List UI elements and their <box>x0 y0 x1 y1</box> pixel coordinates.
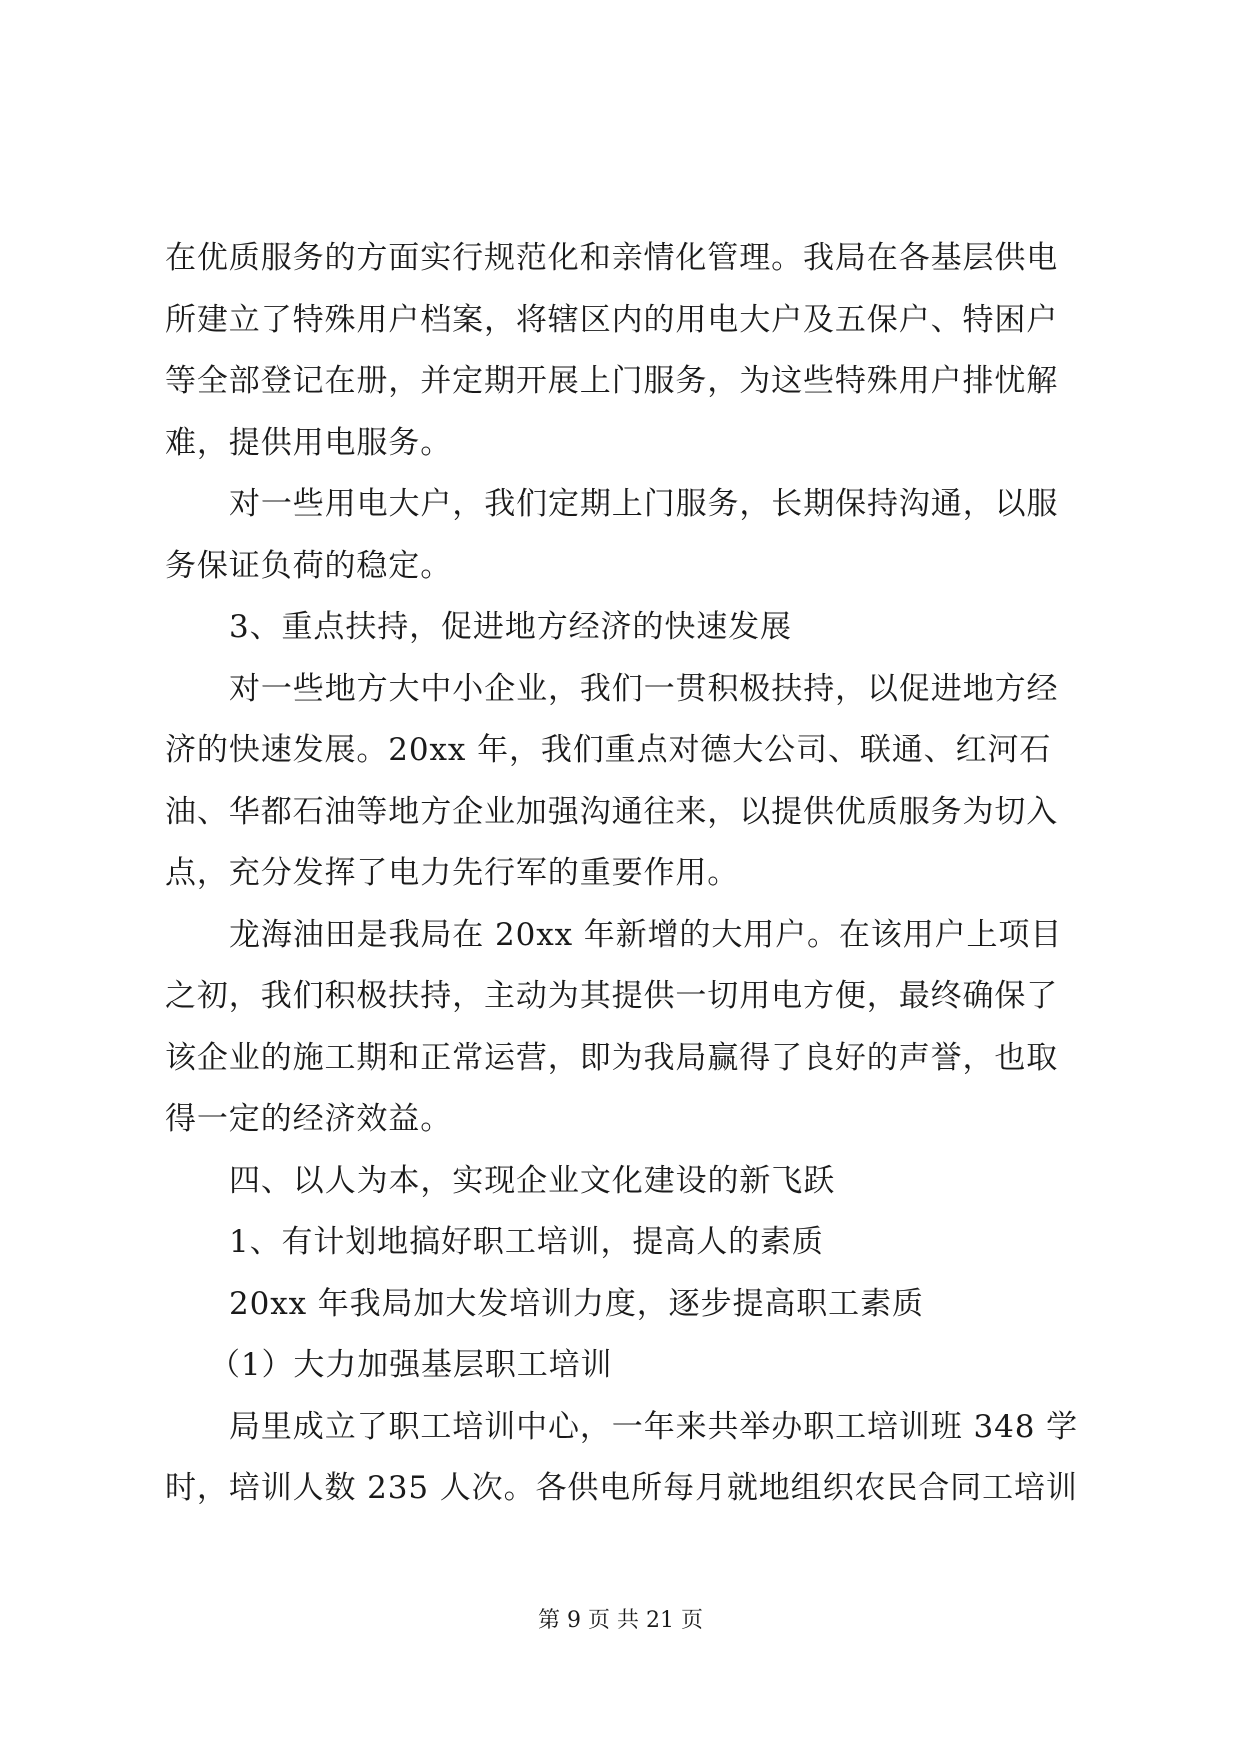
text-line: 龙海油田是我局在 20xx 年新增的大用户。在该用户上项目 <box>229 916 1063 953</box>
document-body <box>165 228 1082 1520</box>
text-line: 20xx 年我局加大发培训力度，逐步提高职工素质 <box>229 1285 924 1322</box>
text-line: 难，提供用电服务。 <box>165 424 453 461</box>
page-number-footer: 第 9 页 共 21 页 <box>538 1608 703 1633</box>
text-line: 务保证负荷的稳定。 <box>165 547 453 584</box>
text-line: 局里成立了职工培训中心，一年来共举办职工培训班 348 学 <box>229 1408 1078 1445</box>
text-line: 济的快速发展。20xx 年，我们重点对德大公司、联通、红河石 <box>165 732 1052 768</box>
text-line: 所建立了特殊用户档案，将辖区内的用电大户及五保户、特困户 <box>165 301 1059 338</box>
section-heading: 3、重点扶持，促进地方经济的快速发展 <box>229 609 792 645</box>
text-line: 之初，我们积极扶持，主动为其提供一切用电方便，最终确保了 <box>165 978 1059 1014</box>
section-heading: 四、以人为本，实现企业文化建设的新飞跃 <box>229 1162 836 1199</box>
text-line: 时，培训人数 235 人次。各供电所每月就地组织农民合同工培训 <box>165 1470 1078 1506</box>
text-line: 对一些用电大户，我们定期上门服务，长期保持沟通，以服 <box>229 486 1059 522</box>
text-line: 该企业的施工期和正常运营，即为我局赢得了良好的声誉，也取 <box>165 1039 1059 1076</box>
subsection-heading: （1）大力加强基层职工培训 <box>209 1347 613 1383</box>
text-line: 等全部登记在册，并定期开展上门服务，为这些特殊用户排忧解 <box>165 363 1059 399</box>
text-line: 油、华都石油等地方企业加强沟通往来，以提供优质服务为切入 <box>165 793 1059 830</box>
text-line: 在优质服务的方面实行规范化和亲情化管理。我局在各基层供电 <box>165 240 1059 276</box>
text-line: 对一些地方大中小企业，我们一贯积极扶持，以促进地方经 <box>229 670 1059 707</box>
section-heading: 1、有计划地搞好职工培训，提高人的素质 <box>229 1224 824 1260</box>
text-line: 得一定的经济效益。 <box>165 1101 453 1137</box>
text-line: 点，充分发挥了电力先行军的重要作用。 <box>165 855 740 891</box>
